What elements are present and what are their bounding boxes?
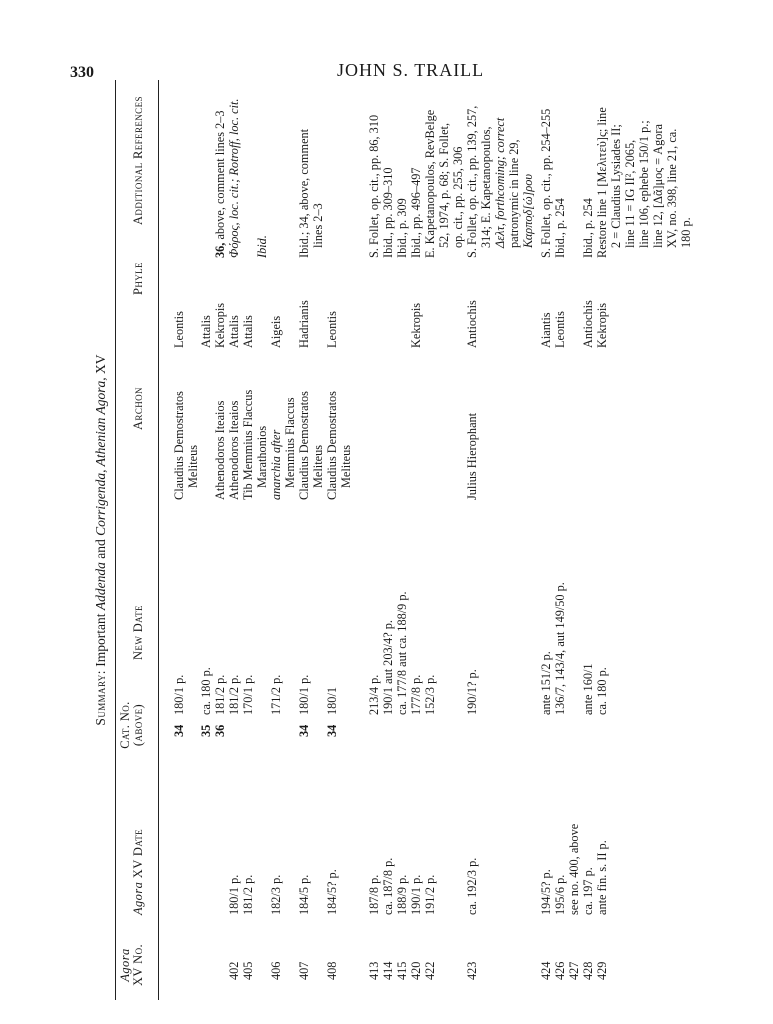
reference: Δελτ, forthcoming; correct [493, 117, 507, 248]
agora-date: 180/1 p. [227, 874, 241, 915]
reference: Ibid.; 34, above, comment [297, 128, 311, 258]
new-date: 171/2 p. [269, 674, 283, 715]
agora-date: ca. 192/3 p. [465, 857, 479, 915]
phyle: Aiantis [539, 312, 553, 348]
header-archon: Archon [131, 387, 145, 430]
agora-date: 188/9 p. [395, 874, 409, 915]
new-date: ca. 180 p. [199, 667, 213, 715]
agora-no: 406 [269, 961, 283, 980]
ref-bold: 36, [213, 242, 227, 258]
new-date: 213/4 p. [367, 674, 381, 715]
new-date: 180/1 p. [172, 674, 186, 715]
caption-italic-1: Addenda [93, 562, 108, 611]
phyle: Kekropis [595, 302, 609, 348]
phyle: Antiochis [581, 300, 595, 348]
agora-date: 190/1 p. [409, 874, 423, 915]
reference: Ibid., p. 309 [395, 198, 409, 258]
archon: Marathonios [255, 425, 269, 488]
ref-text: above, comment lines 2–3 [213, 110, 227, 240]
phyle: Attalis [241, 315, 255, 348]
archon [270, 430, 284, 500]
header-agora-no [119, 940, 145, 990]
new-date: ca. 180 p. [595, 667, 609, 715]
agora-no: 405 [241, 961, 255, 980]
archon: Athenodoros Iteaios [227, 400, 241, 500]
reference: op. cit., pp. 255, 306 [451, 146, 465, 248]
header-refs: Additional References [131, 96, 145, 225]
reference: 52, 1974, p. 68; S. Follet, [437, 122, 451, 248]
agora-no: 413 [367, 961, 381, 980]
reference [256, 235, 270, 258]
new-date: 181/2 p. [227, 674, 241, 715]
caption-italic-2: Corrigenda, Athenian Agora, [93, 377, 108, 536]
reference: Ibid., pp. 309–310 [381, 167, 395, 258]
reference: 180 p. [679, 217, 693, 248]
agora-no: 402 [227, 961, 241, 980]
new-date: ca. 177/8 aut ca. 188/9 p. [395, 591, 409, 715]
phyle: Hadrianis [297, 300, 311, 348]
header-cat-no [119, 695, 145, 755]
top-rule [115, 80, 116, 1000]
new-date: ante 151/2 p. [539, 651, 553, 715]
archon: Julius Hierophant [465, 412, 479, 500]
reference: S. Follet, op. cit., pp. 254–255 [539, 108, 553, 258]
archon: Athenodoros Iteaios [213, 400, 227, 500]
agora-date: 182/3 p. [269, 874, 283, 915]
phyle: Leontis [172, 311, 186, 348]
agora-no: 426 [553, 961, 567, 980]
new-date: 180/1 [325, 686, 339, 715]
reference: Ibid., pp. 496–497 [409, 167, 423, 258]
reference: lines 2–3 [311, 203, 325, 248]
agora-date: 195/6 p. [553, 874, 567, 915]
agora-no: 414 [381, 961, 395, 980]
agora-date: ante fin. s. II p. [595, 840, 609, 915]
new-date: ante 160/1 [581, 663, 595, 715]
header-new-date: New Date [131, 605, 145, 660]
header-rule [158, 80, 159, 1000]
new-date: 180/1 p. [297, 674, 311, 715]
reference: line 106, ephebe 150/1 p.; [637, 120, 651, 248]
header-agora-date [132, 829, 145, 915]
agora-date: 181/2 p. [241, 874, 255, 915]
archon: Meliteus [186, 444, 200, 488]
agora-no: 408 [325, 961, 339, 980]
header-cat-no-1: Cat. No. [118, 701, 132, 749]
agora-no: 428 [581, 961, 595, 980]
agora-no: 429 [595, 961, 609, 980]
archon: Meliteus [311, 444, 325, 488]
agora-no: 420 [409, 961, 423, 980]
reference: S. Follet, op. cit., pp. 86, 310 [367, 114, 381, 258]
reference [214, 110, 228, 258]
archon-italic: anarchia after [269, 429, 283, 500]
agora-date: 184/5 p. [297, 874, 311, 915]
header-cat-no-2: (above) [131, 703, 145, 747]
agora-no: 422 [423, 961, 437, 980]
new-date: 190/1 aut 203/4? p. [381, 620, 395, 715]
page-number: 330 [70, 64, 94, 81]
agora-no: 415 [395, 961, 409, 980]
header-phyle: Phyle [131, 262, 145, 295]
header-agora-no-1: Agora [118, 948, 132, 982]
rotated-table [88, 80, 728, 1000]
agora-date: see no. 400, above [567, 823, 581, 915]
agora-date: ca. 197 p. [581, 867, 595, 915]
new-date: 177/8 p. [409, 674, 423, 715]
agora-date: ca. 187/8 p. [381, 857, 395, 915]
cat-no: 34 [325, 724, 339, 737]
header-agora-date-rest: XV Date [131, 828, 145, 879]
agora-date: 184/5? p. [325, 869, 339, 915]
caption-end: XV [93, 354, 108, 374]
reference: 314; E. Kapetanopoulos, [479, 126, 493, 248]
reference: Φόρος, loc. cit.; Rotroff, loc. cit. [227, 98, 241, 258]
table-caption [94, 80, 108, 1000]
new-date: 152/3 p. [423, 674, 437, 715]
phyle: Leontis [325, 311, 339, 348]
cat-no: 36 [213, 724, 227, 737]
reference: patronymic in line 29, [507, 139, 521, 248]
new-date: 190/1? p. [465, 669, 479, 715]
caption-rest: Important [93, 613, 108, 667]
reference: 2 = Claudius Lysiades II; [609, 124, 623, 248]
reference: E. Kapetanopoulos, RevBelge [423, 109, 437, 258]
header-agora-no-2: XV No. [131, 944, 145, 987]
phyle: Kekropis [213, 302, 227, 348]
archon: Claudius Demostratos [297, 391, 311, 500]
phyle: Aigeis [269, 315, 283, 348]
agora-date: 187/8 p. [367, 874, 381, 915]
reference: line 12, [Δᾶ]μος = Agora [651, 124, 665, 248]
agora-no: 407 [297, 961, 311, 980]
caption-and: and [93, 539, 108, 559]
reference: line 11 = IG II², 2065, [623, 139, 637, 248]
archon: Meliteus [339, 444, 353, 488]
ref-italic: Ibid. [255, 235, 269, 258]
agora-date: 194/5? p. [539, 869, 553, 915]
new-date: 181/2 p. [213, 674, 227, 715]
new-date: 170/1 p. [241, 674, 255, 715]
reference: XV, no. 398, line 21, ca. [665, 128, 679, 248]
running-head: JOHN S. TRAILL [337, 60, 485, 80]
header-agora-date-italic: Agora [131, 881, 145, 915]
phyle: Leontis [553, 311, 567, 348]
reference: S. Follet, op. cit., pp. 139, 257, [465, 105, 479, 258]
agora-date: 191/2 p. [423, 874, 437, 915]
new-date: 136/7, 143/4, aut 149/50 p. [553, 582, 567, 715]
archon: Memmius Flaccus [283, 397, 297, 488]
archon: Claudius Demostratos [325, 391, 339, 500]
reference: Ibid., p. 254 [553, 198, 567, 258]
cat-no: 35 [199, 724, 213, 737]
phyle: Antiochis [465, 300, 479, 348]
phyle: Attalis [199, 315, 213, 348]
agora-no: 427 [567, 961, 581, 980]
archon: Claudius Demostratos [172, 391, 186, 500]
reference: Restore line 1 [Μελιτεὺ]ς; line [595, 107, 609, 258]
phyle: Kekropis [409, 302, 423, 348]
agora-no: 424 [539, 961, 553, 980]
cat-no: 34 [297, 724, 311, 737]
reference: Ibid., p. 254 [581, 198, 595, 258]
archon: Tib Memmius Flaccus [241, 389, 255, 500]
caption-prefix: Summary: [93, 670, 108, 726]
agora-no: 423 [465, 961, 479, 980]
cat-no: 34 [172, 724, 186, 737]
reference: Καρπο̣δ[ώ]ρου [521, 173, 535, 248]
phyle: Attalis [227, 315, 241, 348]
